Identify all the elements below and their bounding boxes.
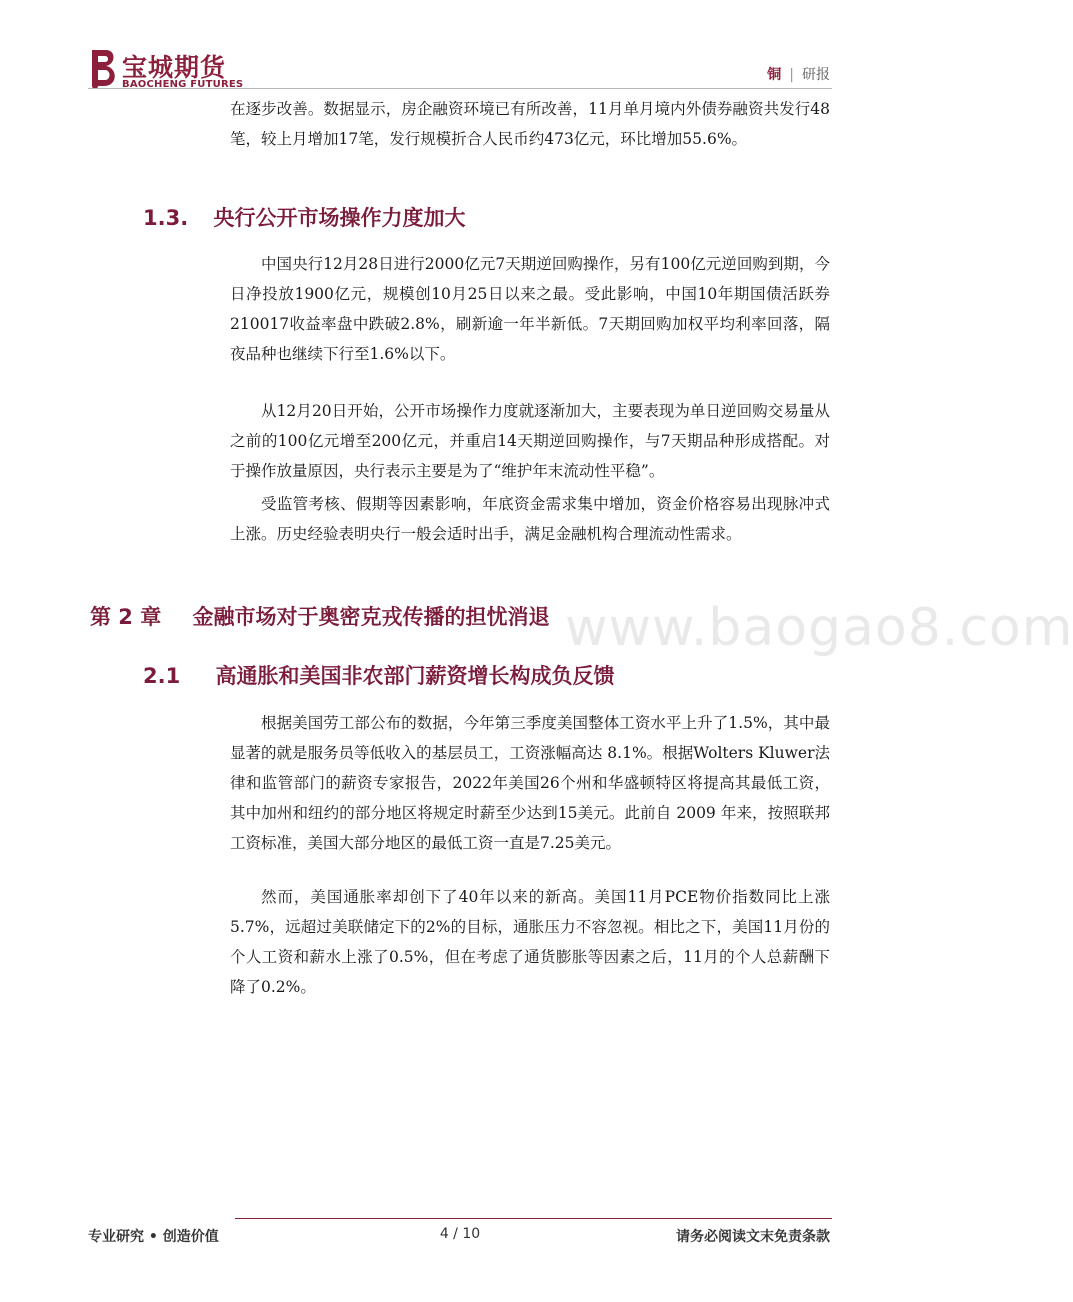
- report-type: 研报: [802, 67, 830, 83]
- company-name-cn: 宝城期货: [122, 53, 227, 82]
- header-category: [767, 64, 830, 84]
- chapter-number: 第 2 章: [90, 605, 162, 629]
- company-logo: [88, 46, 288, 94]
- section-2-1-heading: [143, 660, 615, 690]
- paragraph: 受监管考核、假期等因素影响，年底资金需求集中增加，资金价格容易出现脉冲式上涨。历史经验表明央行一般会适时出手，满足金融机构合理流动性需求。: [230, 495, 830, 543]
- paragraph: 中国央行12月28日进行2000亿元7天期逆回购操作，另有100亿元逆回购到期，今日净投放1900亿元，规模创10月25日以来之最。受此影响，中国10年期国债活跃券210017收益率盘中跌破2.8%，刷新逾一年半新低。7天期回购加权平均利率回落，隔夜品种也继续下行至1.6%以下。: [230, 255, 830, 363]
- company-name-en: BAOCHENG FUTURES: [122, 79, 244, 90]
- chapter-title: 金融市场对于奥密克戎传播的担忧消退: [192, 605, 550, 629]
- section-1-3-heading: [143, 202, 466, 232]
- paragraph: 根据美国劳工部公布的数据，今年第三季度美国整体工资水平上升了1.5%，其中最显著的就是服务员等低收入的基层员工，工资涨幅高达 8.1%。根据Wolters Kluwer法律和监管部门的薪资专家报告，2022年美国26个州和华盛顿特区将提高其最低工资，其中加州和纽约的部分地区将规定时薪至少达到15美元。此前自 2009 年来，按照联邦工资标准，美国大部分地区的最低工资一直是7.25美元。: [230, 714, 830, 852]
- header-separator: |: [789, 67, 794, 83]
- page-header: [0, 0, 920, 100]
- section-title: 高通胀和美国非农部门薪资增长构成负反馈: [215, 664, 615, 688]
- section-number: 2.1: [143, 664, 181, 688]
- watermark: www.baogao8.com: [565, 598, 1073, 658]
- intro-paragraph: 在逐步改善。数据显示，房企融资环境已有所改善，11月单月境内外债券融资共发行48笔，较上月增加17笔，发行规模折合人民币约473亿元，环比增加55.6%。: [230, 100, 830, 148]
- report-category: 铜: [767, 67, 782, 83]
- header-divider: [88, 88, 832, 89]
- footer-slogan: 专业研究 • 创造价值: [88, 1229, 219, 1245]
- section-title: 央行公开市场操作力度加大: [213, 206, 466, 230]
- logo-mark-icon: [88, 46, 120, 90]
- footer-disclaimer: 请务必阅读文末免责条款: [676, 1229, 830, 1245]
- footer-divider: [235, 1218, 832, 1219]
- paragraph: 从12月20日开始，公开市场操作力度就逐渐加大，主要表现为单日逆回购交易量从之前的100亿元增至200亿元，并重启14天期逆回购操作，与7天期品种形成搭配。对于操作放量原因，央行表示主要是为了“维护年末流动性平稳”。: [230, 402, 830, 480]
- page-number: 4 / 10: [439, 1226, 481, 1242]
- section-number: 1.3.: [143, 206, 189, 230]
- paragraph: 然而，美国通胀率却创下了40年以来的新高。美国11月PCE物价指数同比上涨5.7%，远超过美联储定下的2%的目标，通胀压力不容忽视。相比之下，美国11月份的个人工资和薪水上涨了0.5%，但在考虑了通货膨胀等因素之后，11月的个人总薪酬下降了0.2%。: [230, 888, 830, 996]
- chapter-2-heading: [90, 601, 550, 631]
